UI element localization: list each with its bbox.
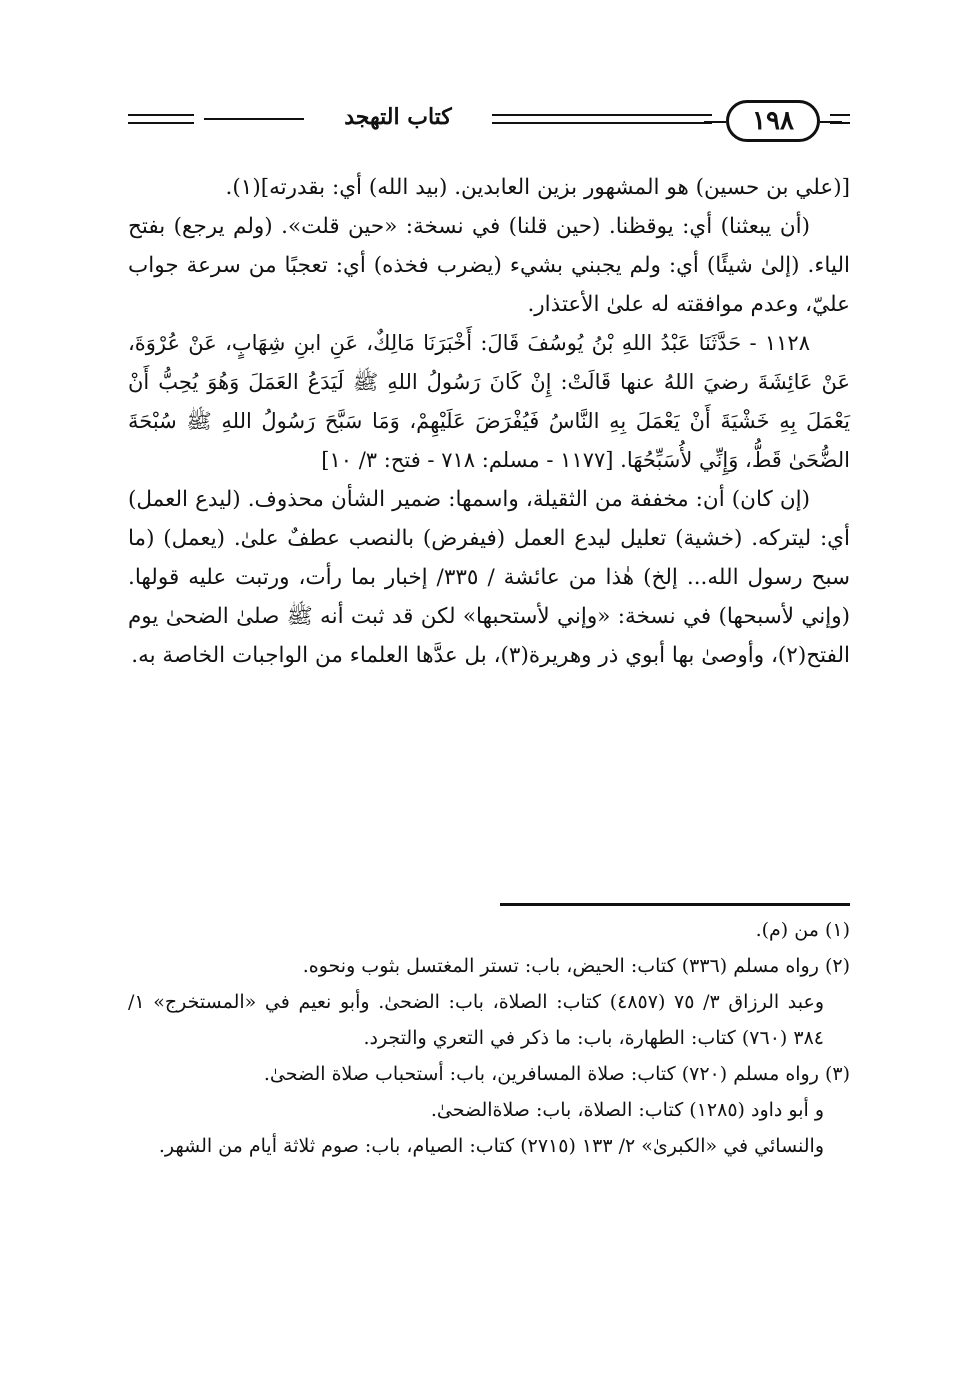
paragraph-3: (إن كان) أن: مخففة من الثقيلة، واسمها: ضمير الشأن محذوف. (ليدع العمل) أي: ليتركه. (خشية) تعليل ليدع العمل (فيفرض) بالنصب عطفٌ علىٰ. (يعمل) (ما سبح رسول الله... إلخ) هٰذا من عائشة / ٣٣٥/ إخبار بما رأت، ورتبت عليه قولها. (وإني لأسبحها) في نسخة: «وإني لأستحبها» لكن قد ثبت أنه ﷺ صلىٰ الضحىٰ يوم الفتح(٢)، وأوصىٰ بها أبوي ذر وهريرة(٣)، بل عدَّها العلماء من الواجبات الخاصة به. — [128, 487, 851, 668]
footnote-3-continued: والنسائي في «الكبرىٰ» ٢/ ١٣٣ (٢٧١٥) كتاب: الصيام، باب: صوم ثلاثة أيام من الشهر. — [158, 1135, 824, 1157]
header-rule — [492, 114, 712, 116]
header-rule — [492, 122, 712, 124]
book-title: كتاب التهجد — [344, 104, 452, 130]
footnote-1: (١) من (م). — [755, 919, 850, 941]
footnotes — [128, 912, 850, 1164]
header-rule — [128, 114, 194, 116]
footnote-2: (٢) رواه مسلم (٣٣٦) كتاب: الحيض، باب: تستر المغتسل بثوب ونحوه. — [302, 955, 850, 977]
paragraph-1: [(علي بن حسين) هو المشهور بزين العابدين. (بيد الله) أي: بقدرته](١). — [225, 175, 850, 200]
header-rule — [128, 122, 194, 124]
header-rule — [204, 118, 304, 120]
page-header — [128, 96, 850, 148]
footnote-separator — [500, 903, 850, 906]
main-text — [128, 168, 850, 675]
footnote-2-continued: وعبد الرزاق ٣/ ٧٥ (٤٨٥٧) كتاب: الصلاة، باب: الضحىٰ. وأبو نعيم في «المستخرج» ١/ ٣٨٤ (٧٦٠) كتاب: الطهارة، باب: ما ذكر في التعري والتجرد. — [128, 991, 825, 1049]
footnote-3-continued: و أبو داود (١٢٨٥) كتاب: الصلاة، باب: صلاةالضحىٰ. — [430, 1099, 824, 1121]
footnote-3: (٣) رواه مسلم (٧٢٠) كتاب: صلاة المسافرين، باب: أستحباب صلاة الضحىٰ. — [263, 1063, 850, 1085]
header-rule — [830, 114, 850, 116]
page-number: ١٩٨ — [726, 100, 820, 142]
hadith-text: ١١٢٨ - حَدَّثَنَا عَبْدُ اللهِ بْنُ يُوسُفَ قَالَ: أَخْبَرَنَا مَالِكٌ، عَنِ ابنِ شِهَابٍ، عَنْ عُرْوَةَ، عَنْ عَائِشَةَ رضيَ اللهُ عنها قَالَتْ: إِنْ كَانَ رَسُولُ اللهِ ﷺ لَيَدَعُ العَمَلَ وَهُوَ يُحِبُّ أَنْ يَعْمَلَ بِهِ خَشْيَةَ أَنْ يَعْمَلَ بِهِ النَّاسُ فَيُفْرَضَ عَلَيْهِمْ، وَمَا سَبَّحَ رَسُولُ اللهِ ﷺ سُبْحَةَ الضُّحَىٰ قَطُّ، وَإِنِّي لأُسَبِّحُهَا. [١١٧٧ - مسلم: ٧١٨ - فتح: ٣/ ١٠] — [128, 331, 850, 472]
paragraph-2: (أن يبعثنا) أي: يوقظنا. (حين قلنا) في نسخة: «حين قلت». (ولم يرجع) بفتح الياء. (إلىٰ شيئًا) أي: ولم يجبني بشيء (يضرب فخذه) أي: تعجبًا من سرعة جواب عليّ، وعدم موافقته له علىٰ الأعتذار. — [128, 214, 850, 317]
